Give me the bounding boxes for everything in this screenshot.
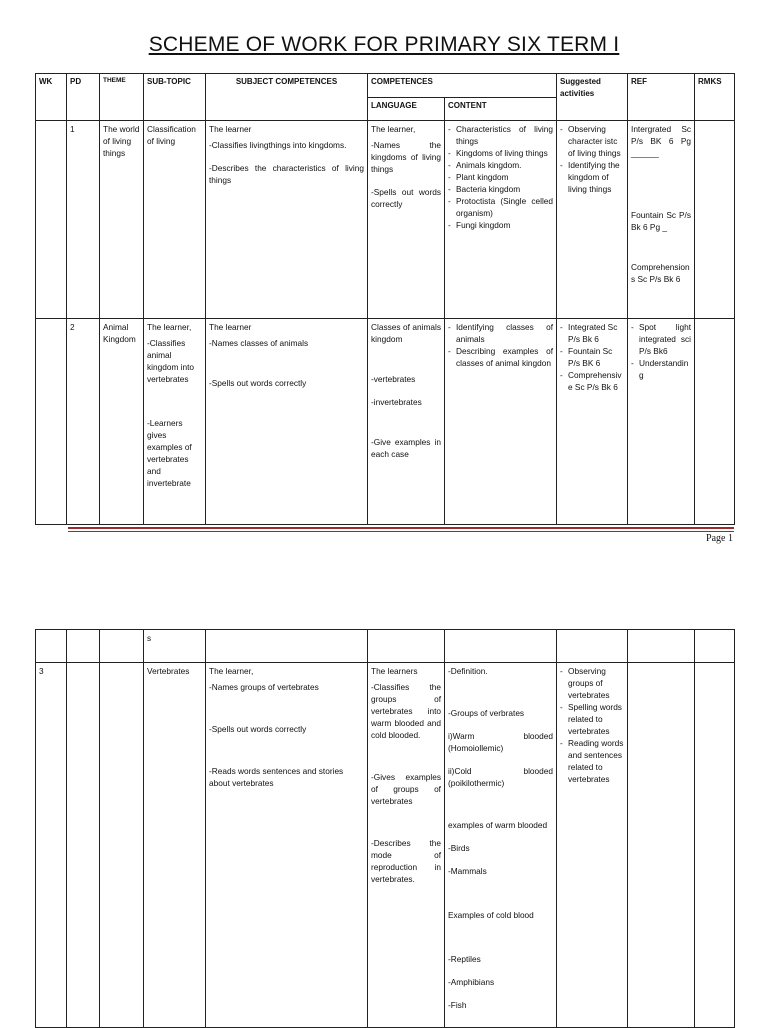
cell-text: -Fish [448, 1000, 467, 1011]
content-cell [445, 121, 557, 319]
cell-text: -Give examples in each case [371, 437, 441, 460]
theme-cell [100, 630, 144, 663]
header-theme: THEME [100, 74, 144, 121]
theme-cell: The world of living things [100, 121, 144, 319]
rmks-cell [695, 121, 735, 319]
list-item: - Describing examples of classes of animal kingdon [448, 345, 553, 369]
cell-text: Classes of animals kingdom [371, 322, 441, 345]
subtopic-cell [144, 319, 206, 525]
cell-text: Intergrated Sc P/s BK 6 Pg ______ [631, 124, 692, 159]
cell-text: -Gives examples of groups of vertebrates [371, 772, 441, 807]
pd-cell: 1 [67, 121, 100, 319]
table-row [36, 319, 735, 525]
subtopic-cell: s [144, 630, 206, 663]
ref-cell [628, 630, 695, 663]
cell-text: -Classifies the groups of vertebrates into warm blooded and cold blooded. [371, 682, 441, 741]
header-rmks: RMKS [695, 74, 735, 121]
cell-text: -Names the kingdoms of living things [371, 140, 441, 175]
activities-cell [557, 319, 628, 525]
subtopic-cell: Classification of living [144, 121, 206, 319]
scheme-table-page1 [35, 73, 735, 525]
cell-text: -Groups of verbrates [448, 708, 525, 719]
footer-rule [68, 531, 734, 532]
language-cell [368, 319, 445, 525]
header-ref: REF [628, 74, 695, 121]
rmks-cell [695, 663, 735, 1028]
cell-text: i)Warm blooded (Homoiollemic) [448, 731, 553, 754]
list-item: - Plant kingdom [448, 171, 553, 183]
language-cell [368, 663, 445, 1028]
list-item: - Protoctista (Single celled organism) [448, 195, 553, 219]
page-number: Page 1 [706, 533, 733, 544]
list-item: - Spot light integrated sci P/s Bk6 [631, 321, 691, 357]
cell-text: -Spells out words correctly [371, 187, 441, 210]
cell-text: The learners [371, 666, 418, 676]
list-item: - Fungi kingdom [448, 219, 553, 231]
cell-text: Comprehensions Sc P/s Bk 6 [631, 262, 690, 285]
subject-competences-cell [206, 319, 368, 525]
wk-cell [36, 121, 67, 319]
cell-text: ii)Cold blooded (poikilothermic) [448, 766, 553, 789]
wk-cell [36, 630, 67, 663]
list-item: - Understanding [631, 357, 691, 381]
header-language: LANGUAGE [368, 98, 445, 121]
subtopic-cell: Vertebrates [144, 663, 206, 1028]
header-activities: Suggested activities [557, 74, 628, 121]
header-competences: COMPETENCES [368, 74, 557, 98]
cell-text: -Classifies livingthings into kingdoms. [209, 140, 347, 151]
list-item: - Reading words and sentences related to vertebrates [560, 737, 624, 785]
header-pd: PD [67, 74, 100, 121]
cell-text: -Spells out words correctly [209, 378, 307, 389]
cell-text: -Describes the mode of reproduction in vertebrates. [371, 838, 441, 885]
pd-cell [67, 663, 100, 1028]
cell-text: -Birds [448, 843, 470, 854]
cell-text: The learner, [147, 322, 192, 332]
pd-cell: 2 [67, 319, 100, 525]
wk-cell: 3 [36, 663, 67, 1028]
cell-text: -invertebrates [371, 397, 422, 408]
list-item: - Characteristics of living things [448, 123, 553, 147]
list-item: - Animals kingdom. [448, 159, 553, 171]
ref-cell [628, 663, 695, 1028]
cell-text: -Amphibians [448, 977, 495, 988]
activities-cell [557, 663, 628, 1028]
cell-text: The learner [209, 322, 252, 332]
list-item: - Comprehensive Sc P/s Bk 6 [560, 369, 624, 393]
list-item: - Identifying classes of animals [448, 321, 553, 345]
document-title: SCHEME OF WORK FOR PRIMARY SIX TERM I [148, 33, 620, 56]
content-cell [445, 319, 557, 525]
cell-text: -Definition. [448, 666, 488, 676]
cell-text: The learner, [371, 124, 416, 134]
list-item: - Observing groups of vertebrates [560, 665, 624, 701]
cell-text: -Reads words sentences and stories about vertebrates [209, 766, 344, 789]
list-item: - Spelling words related to vertebrates [560, 701, 624, 737]
cell-text: -Names groups of vertebrates [209, 682, 319, 693]
rmks-cell [695, 630, 735, 663]
subject-competences-cell [206, 630, 368, 663]
cell-text: The learner [209, 124, 252, 134]
table-row [36, 630, 735, 663]
cell-text: -Classifies animal kingdom into vertebrates [147, 338, 195, 385]
cell-text: examples of warm blooded [448, 820, 548, 831]
cell-text: -Names classes of animals [209, 338, 309, 349]
scheme-table-page2 [35, 629, 735, 1028]
ref-cell [628, 319, 695, 525]
list-item: - Observing character istc of living things [560, 123, 624, 159]
footer-rule [68, 527, 734, 529]
header-wk: WK [36, 74, 67, 121]
theme-cell: Animal Kingdom [100, 319, 144, 525]
subject-competences-cell [206, 663, 368, 1028]
activities-cell [557, 121, 628, 319]
cell-text: -Learners gives examples of vertebrates and invertebrate [147, 418, 192, 489]
subject-competences-cell [206, 121, 368, 319]
list-item: - Identifying the kingdom of living things [560, 159, 624, 195]
table-row [36, 663, 735, 1028]
list-item: - Integrated Sc P/s Bk 6 [560, 321, 624, 345]
header-subject-competences: SUBJECT COMPETENCES [206, 74, 368, 121]
theme-cell [100, 663, 144, 1028]
list-item: - Kingdoms of living things [448, 147, 553, 159]
cell-text: -Reptiles [448, 954, 481, 965]
cell-text: Fountain Sc P/s Bk 6 Pg _ [631, 210, 692, 233]
pd-cell [67, 630, 100, 663]
cell-text: The learner, [209, 666, 254, 676]
content-cell [445, 663, 557, 1028]
language-cell [368, 630, 445, 663]
cell-text: -Spells out words correctly [209, 724, 307, 735]
list-item: - Fountain Sc P/s BK 6 [560, 345, 624, 369]
header-content: CONTENT [445, 98, 557, 121]
cell-text: -Describes the characteristics of living things [209, 163, 364, 186]
content-cell [445, 630, 557, 663]
list-item: - Bacteria kingdom [448, 183, 553, 195]
table-row [36, 121, 735, 319]
cell-text: Examples of cold blood [448, 910, 534, 921]
activities-cell [557, 630, 628, 663]
cell-text: -vertebrates [371, 374, 416, 385]
rmks-cell [695, 319, 735, 525]
cell-text: -Mammals [448, 866, 487, 877]
header-subtopic: SUB-TOPIC [144, 74, 206, 121]
ref-cell [628, 121, 695, 319]
language-cell [368, 121, 445, 319]
wk-cell [36, 319, 67, 525]
